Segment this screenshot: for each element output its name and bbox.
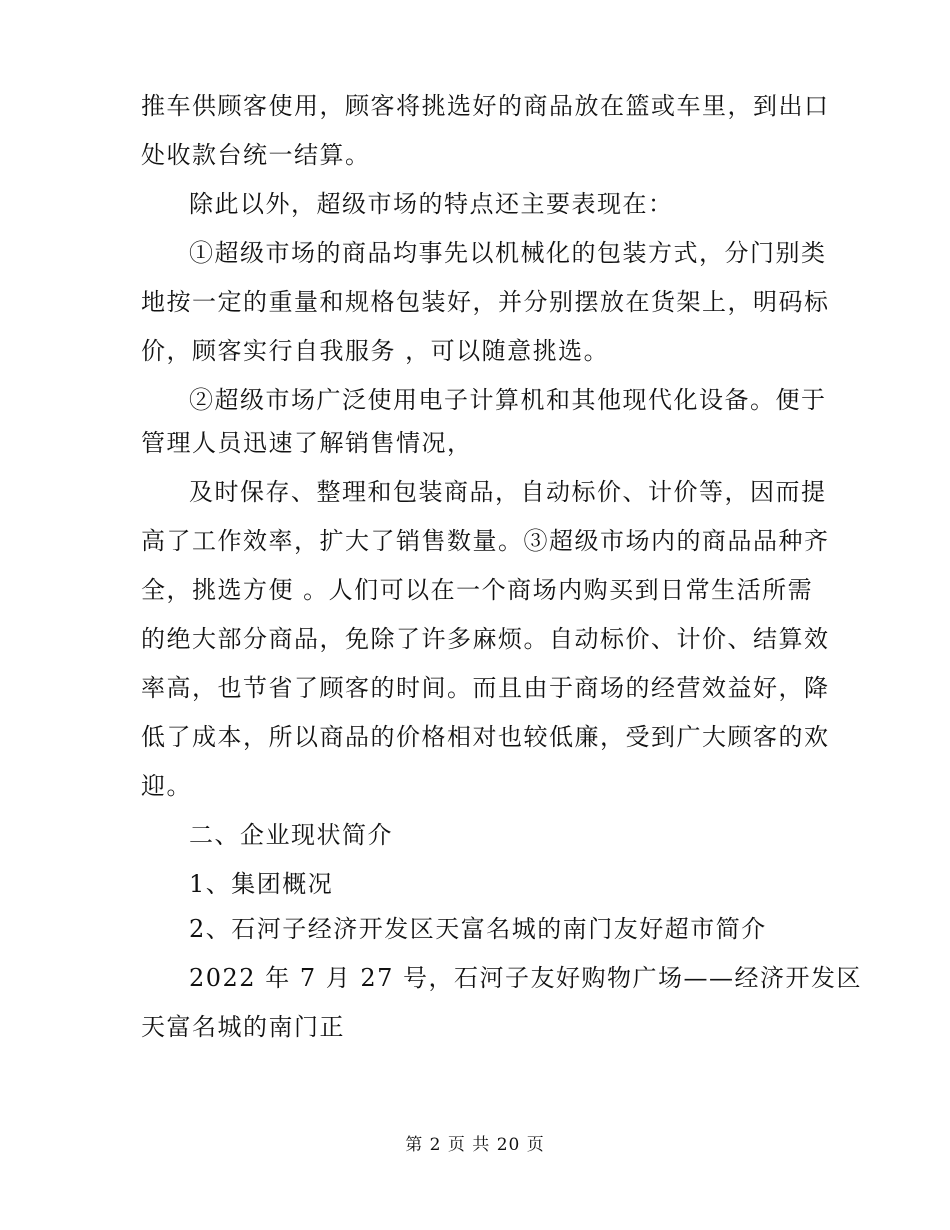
text-line: 低了成本，所以商品的价格相对也较低廉，受到广大顾客的欢 [141,723,830,751]
page-number: 第 2 页 共 20 页 [405,1135,545,1155]
text-line: 管理人员迅速了解销售情况， [141,429,473,457]
subsection-heading: 2、石河子经济开发区天富名城的南门友好超市简介 [189,915,767,943]
text-line: 及时保存、整理和包装商品，自动标价、计价等，因而提 [189,478,827,506]
text-line: 高了工作效率，扩大了销售数量。③超级市场内的商品品种齐 [141,527,830,555]
text-line: 率高，也节省了顾客的时间。而且由于商场的经营效益好，降 [141,674,830,702]
text-line: 天富名城的南门正 [141,1013,345,1041]
text-line: 2022 年 7 月 27 号，石河子友好购物广场——经济开发区 [189,964,863,992]
section-heading: 二、企业现状简介 [189,821,393,849]
text-line: ②超级市场广泛使用电子计算机和其他现代化设备。便于 [189,386,827,414]
text-line: 价，顾客实行自我服务 ，可以随意挑选。 [141,337,610,365]
text-line: 迎。 [141,772,192,800]
subsection-heading: 1、集团概况 [189,870,334,898]
text-line: ①超级市场的商品均事先以机械化的包装方式，分门别类 [189,239,827,267]
text-line: 处收款台统一结算。 [141,141,371,169]
text-line: 地按一定的重量和规格包装好，并分别摆放在货架上，明码标 [141,288,830,316]
text-line: 的绝大部分商品，免除了许多麻烦。自动标价、计价、结算效 [141,625,830,653]
text-line: 除此以外，超级市场的特点还主要表现在： [189,190,674,218]
text-line: 全，挑选方便 。人们可以在一个商场内购买到日常生活所需 [141,576,814,604]
text-line: 推车供顾客使用，顾客将挑选好的商品放在篮或车里，到出口 [141,92,830,120]
